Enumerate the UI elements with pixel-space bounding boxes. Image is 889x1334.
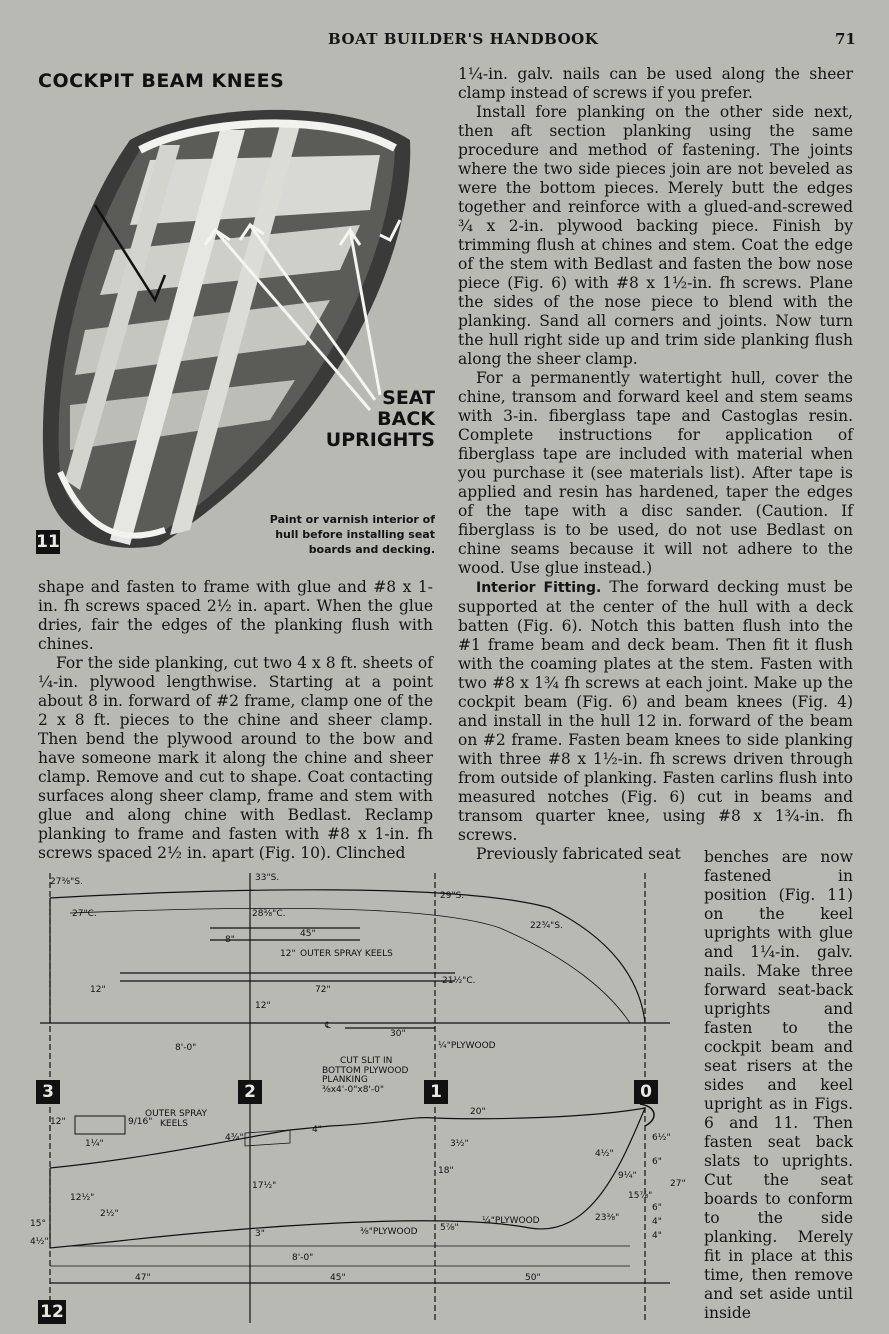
dim-label: 12½" [70, 1193, 95, 1203]
dim-label: 9/16" [128, 1117, 153, 1127]
dim-label: 20" [470, 1107, 486, 1117]
left-text-column [38, 578, 433, 863]
dim-label: 47" [135, 1273, 151, 1283]
dim-label: ¼"PLYWOOD [482, 1216, 540, 1226]
dim-label: ¼"PLYWOOD [438, 1041, 496, 1051]
frame-1-marker: 1 [424, 1080, 448, 1104]
dim-label: 27" [670, 1179, 686, 1189]
dim-label: 3½" [450, 1139, 469, 1149]
frame-0-marker: 0 [634, 1080, 658, 1104]
book-title: BOAT BUILDER'S HANDBOOK [328, 30, 599, 48]
hull-interior-photo [40, 100, 440, 560]
dim-label: CUT SLIT IN [340, 1056, 393, 1066]
dim-label: 15⅞" [628, 1191, 653, 1201]
dim-label: 9¼" [618, 1171, 637, 1181]
figure-11-caption [200, 512, 435, 557]
dim-label: 23⅜" [595, 1213, 620, 1223]
dim-label: 8'-0" [175, 1043, 197, 1053]
dim-label: 22¾"S. [530, 921, 563, 931]
paragraph: shape and fasten to frame with glue and #8 x 1-in. fh screws spaced 2½ in. apart. When the glue dries, fair the edges of the planking flush with chines. [38, 578, 433, 653]
caption-line: Paint or varnish interior of [269, 513, 435, 526]
paragraph: Install fore planking on the other side next, then aft section planking using the same procedure and method of fastening. The joints where the two side pieces join are not beveled as were the bottom pieces. Merely butt the edges together and reinforce with a glued-and-screwed ¾ x 2-in. plywood backing piece. Finish by trimming flush at chines and stem. Coat the edge of the stem with Bedlast and fasten the bow nose piece (Fig. 6) with #8 x 1½-in. fh screws. Plane the sides of the nose piece to blend with the planking. Sand all corners and joints. Now turn the hull right side up and trim side planking flush along the sheer clamp. [458, 103, 853, 368]
dim-label: KEELS [160, 1119, 189, 1129]
dim-label: 6" [652, 1157, 662, 1167]
dim-label: 12" [50, 1117, 66, 1127]
plan-dimension-labels [50, 873, 563, 1095]
frame-2-marker: 2 [238, 1080, 262, 1104]
figure-12-number: 12 [38, 1300, 66, 1324]
figure-12-drawing [30, 868, 690, 1328]
dim-label: OUTER SPRAY KEELS [300, 949, 393, 959]
caption-line: boards and decking. [308, 543, 435, 556]
profile-dimension-labels [30, 1107, 686, 1283]
callout-seat-line: SEAT [382, 387, 435, 409]
callout-seat-back-uprights [325, 388, 435, 451]
dim-label: 28⅜"C. [252, 909, 286, 919]
paragraph: For a permanently watertight hull, cover the chine, transom and forward keel and stem seams with 3-in. fiberglass tape and Castoglas resin. Complete instructions for application of fiberglass tape are included with material when you purchase it (see materials list). After tape is applied and resin has hardened, taper the edges of the tape with a disc sander. (Caution. If fiberglass is to be used, do not use Bedlast on chine seams because it will not adhere to the wood. Use glue instead.) [458, 369, 853, 577]
dim-label: 17½" [252, 1181, 277, 1191]
dim-label: 6½" [652, 1133, 671, 1143]
right-text-column [458, 65, 853, 864]
dim-label: 8'-0" [292, 1253, 314, 1263]
dim-label: 4½" [595, 1149, 614, 1159]
figure-11-number: 11 [36, 532, 60, 552]
dim-label: OUTER SPRAY [145, 1109, 207, 1119]
page-number: 71 [835, 30, 856, 48]
callout-seat-line: UPRIGHTS [325, 429, 435, 451]
dim-label: 50" [525, 1273, 541, 1283]
dim-label: 3" [255, 1229, 265, 1239]
caption-line: hull before installing seat [275, 528, 435, 541]
dim-label: 21½"C. [442, 976, 476, 986]
running-header [0, 30, 889, 54]
dim-label: 4" [652, 1231, 662, 1241]
run-in-heading: Interior Fitting. [476, 580, 602, 596]
dim-label: 27"C. [72, 909, 97, 919]
dim-label: 27⅜"S. [50, 877, 83, 887]
dim-label: 4¾" [225, 1133, 244, 1143]
dim-label: PLANKING [322, 1075, 368, 1085]
dim-label: 12" [255, 1001, 271, 1011]
dim-label: 6" [652, 1203, 662, 1213]
dim-label: 12" [280, 949, 296, 959]
narrow-text-column [704, 848, 853, 1323]
paragraph-interior-fitting [458, 578, 853, 845]
dim-label: ℄ [325, 1021, 331, 1031]
dim-label: 1¼" [85, 1139, 104, 1149]
dim-label: ⅜x4'-0"x8'-0" [322, 1085, 385, 1095]
dim-label: 5⅞" [440, 1223, 459, 1233]
dim-label: 12" [90, 985, 106, 995]
paragraph: benches are now fastened in position (Fig. 11) on the keel uprights with glue and 1¼-in. galv. nails. Make three forward seat-back uprights and fasten to the cockpit beam and seat risers at the sides and keel upright as in Figs. 6 and 11. Then fasten seat back slats to uprights. Cut the seat boards to conform to the side planking. Merely fit in place at this time, then remove and set aside until inside [704, 848, 853, 1322]
dim-label: BOTTOM PLYWOOD [322, 1066, 409, 1076]
dim-label: 15° [30, 1219, 46, 1229]
callout-seat-line: BACK [377, 408, 435, 430]
dim-label: 33"S. [255, 873, 280, 883]
paragraph: Previously fabricated seat [476, 845, 681, 863]
dim-label: 4" [312, 1125, 322, 1135]
paragraph: 1¼-in. galv. nails can be used along the sheer clamp instead of screws if you prefer. [458, 65, 853, 102]
dim-label: 30" [390, 1029, 406, 1039]
frame-3-marker: 3 [36, 1080, 60, 1104]
dim-label: 4" [652, 1217, 662, 1227]
dim-label: 8" [225, 935, 235, 945]
dim-label: 29"S. [440, 891, 465, 901]
callout-cockpit-beam-knees: COCKPIT BEAM KNEES [38, 70, 285, 92]
dim-label: ⅜"PLYWOOD [360, 1227, 418, 1237]
dim-label: 45" [300, 929, 316, 939]
dim-label: 45" [330, 1273, 346, 1283]
paragraph: For the side planking, cut two 4 x 8 ft. sheets of ¼-in. plywood lengthwise. Starting at a point about 8 in. forward of #2 frame, clamp one of the 2 x 8 ft. pieces to the chine and sheer clamp. Then bend the plywood around to the bow and have someone mark it along the chine and sheer clamp. Remove and cut to shape. Coat contacting surfaces along sheer clamp, frame and stem with glue and along chine with Bedlast. Reclamp planking to frame and fasten with #8 x 1-in. fh screws spaced 2½ in. apart (Fig. 10). Clinched [38, 654, 433, 862]
paragraph-text: The forward decking must be supported at the center of the hull with a deck batten (Fig. 6). Notch this batten flush into the #1 frame beam and deck beam. Then fit it flush with the coaming plates at the stem. Fasten with two #8 x 1¾ fh screws at each joint. Make up the cockpit beam (Fig. 6) and beam knees (Fig. 4) and install in the hull 12 in. forward of the beam on #2 frame. Fasten beam knees to side planking with three #8 x 1½-in. fh screws driven through from outside of planking. Fasten carlins flush into measured notches (Fig. 6) cut in beams and transom quarter knee, using #8 x 1¾-in. fh screws. [458, 578, 853, 844]
dim-label: 4½" [30, 1237, 49, 1247]
dim-label: 72" [315, 985, 331, 995]
dim-label: 18" [438, 1166, 454, 1176]
dim-label: 2½" [100, 1209, 119, 1219]
